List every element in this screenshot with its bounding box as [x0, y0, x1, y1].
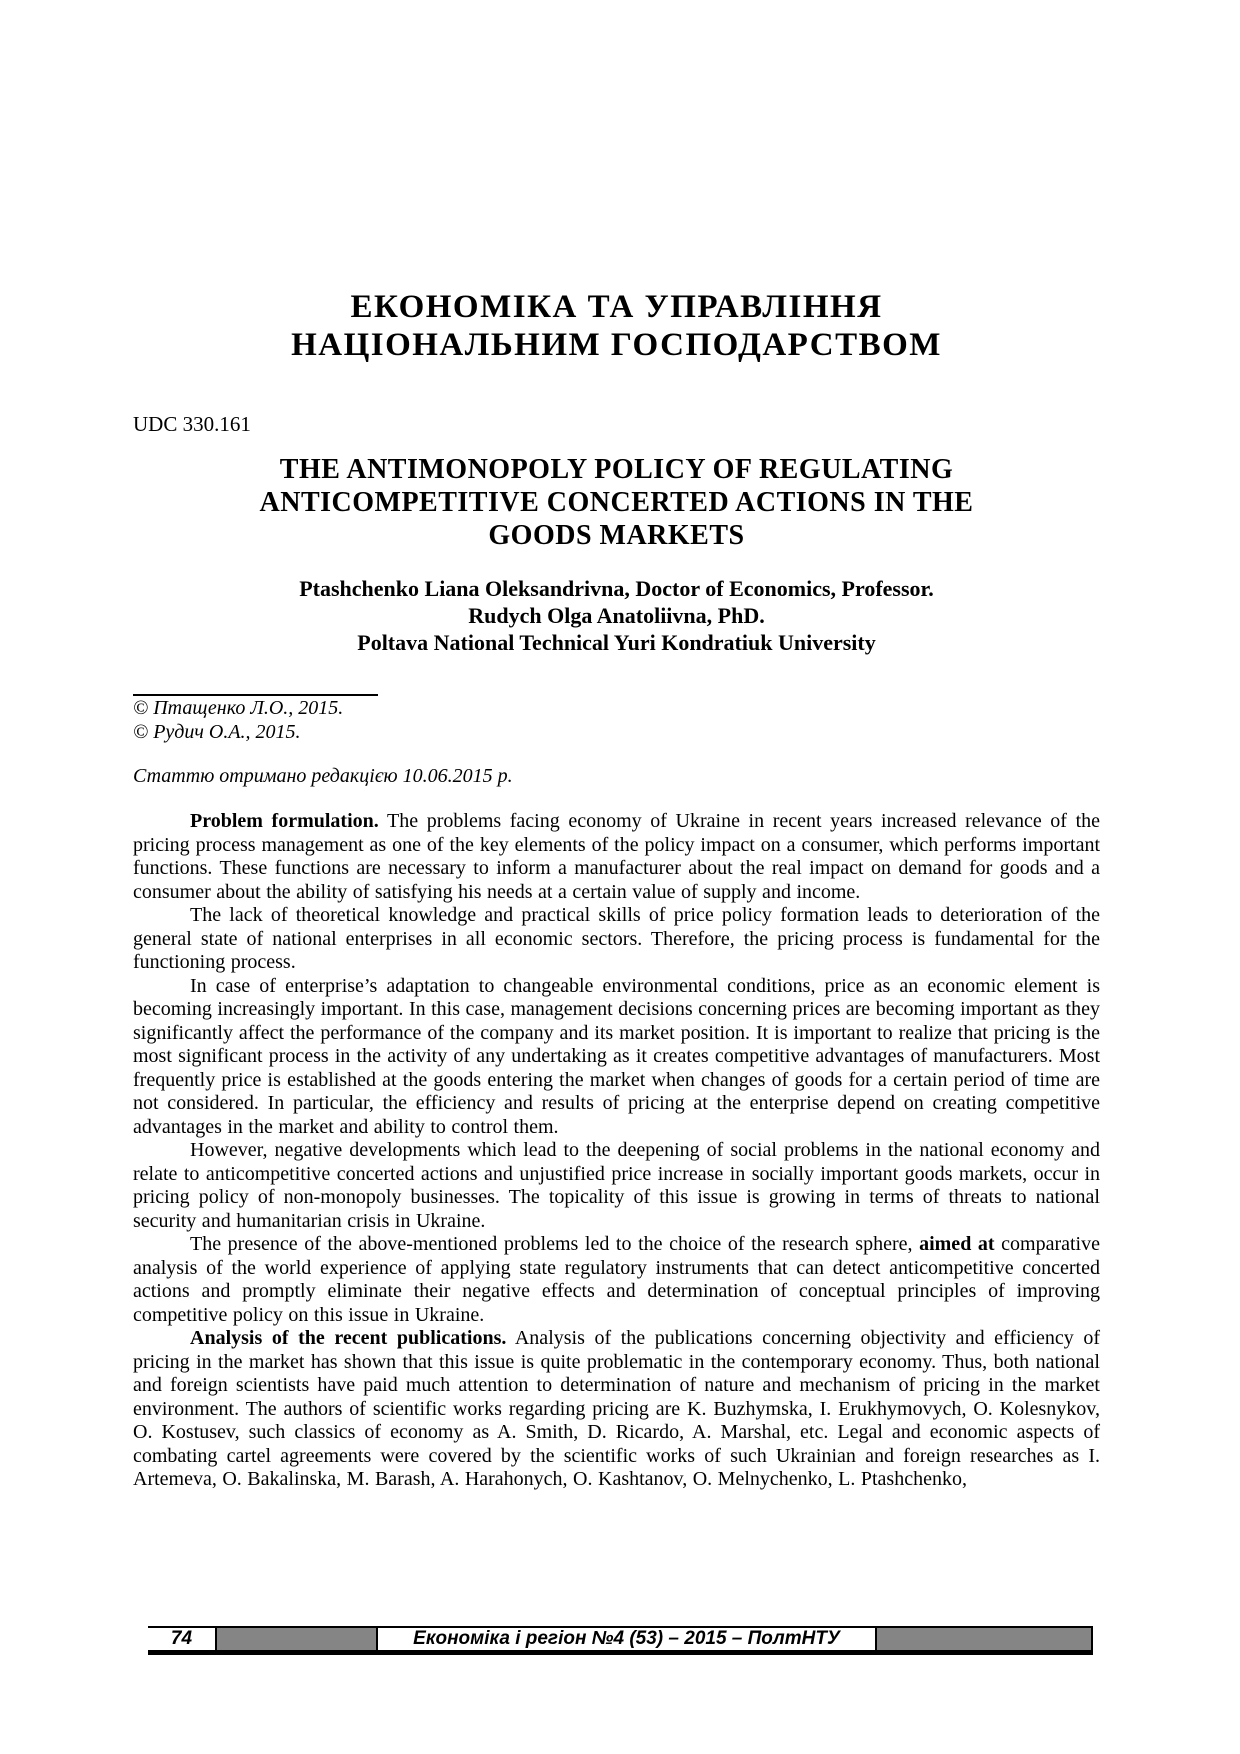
- udc-label: UDC 330.161: [133, 412, 251, 436]
- footer-gray-block-left: [215, 1628, 378, 1650]
- text-run: The problems facing economy of Ukraine in recent years increased relevance of the pricing process management as one of the key elements of the policy impact on a consumer, which performs important functions. These functions are necessary to inform a manufacturer about the real impact on demand for goods and a consumer about the ability of satisfying his needs at a certain value of supply and income.: [133, 810, 1101, 903]
- text-run: The presence of the above-mentioned problems led to the choice of the research sphere,: [190, 1233, 920, 1256]
- article-title-line: ANTICOMPETITIVE CONCERTED ACTIONS IN THE: [259, 487, 974, 518]
- paragraph: [133, 904, 1100, 975]
- author-line: Rudych Olga Anatoliivna, PhD.: [468, 603, 765, 629]
- article-body: [133, 810, 1100, 1492]
- article-title-line: GOODS MARKETS: [488, 520, 745, 551]
- journal-title-line: Економіка і регіон №4 (53) – 2015 – ПолтНТУ: [413, 1628, 840, 1649]
- copyright-block: [133, 694, 1100, 744]
- copyright-line: © Птащенко Л.О., 2015.: [133, 697, 344, 720]
- bold-run: Problem formulation.: [190, 810, 379, 833]
- section-title: [133, 288, 1100, 364]
- copyright-line: © Рудич О.А., 2015.: [133, 721, 301, 744]
- footer-gray-block-right: [875, 1628, 1093, 1650]
- affiliation-line: Poltava National Technical Yuri Kondratiuk University: [357, 630, 876, 656]
- text-run: In case of enterprise’s adaptation to changeable environmental conditions, price as an economic element is becoming increasingly important. In this case, management decisions concerning prices are becoming important as they significantly affect the performance of the company and its market position. It is important to realize that pricing is the most significant process in the activity of any undertaking as it creates competitive advantages of manufacturers. Most frequently price is established at the goods entering the market when changes of goods for a certain period of time are not considered. In particular, the efficiency and results of pricing at the enterprise depend on creating competitive advantages in the market and ability to control them.: [133, 974, 1100, 1138]
- page-content: [133, 0, 1100, 1492]
- paragraph-problem-formulation: [133, 810, 1100, 904]
- text-run: The lack of theoretical knowledge and practical skills of price policy formation leads to deterioration of the general state of national enterprises in all economic sectors. Therefore, the pricing process is fundamental for the functioning process.: [133, 904, 1100, 974]
- paragraph-analysis-publications: [133, 1327, 1100, 1492]
- paragraph: [133, 1139, 1100, 1233]
- footer-row: [148, 1628, 1093, 1650]
- section-title-line: НАЦІОНАЛЬНИМ ГОСПОДАРСТВОМ: [291, 327, 942, 363]
- page-number: 74: [170, 1628, 193, 1649]
- paragraph-research-aim: [133, 1233, 1100, 1327]
- text-run: Analysis of the publications concerning objectivity and efficiency of pricing in the market has shown that this issue is quite problematic in the contemporary economy. Thus, both national and foreign scientists have paid much attention to determination of nature and mechanism of pricing in the market environment. The authors of scientific works regarding pricing are K. Buzhymska, I. Erukhymovych, O. Kolesnykov, O. Kostusev, such classics of economy as A. Smith, D. Ricardo, A. Marshal, etc. Legal and economic aspects of combating cartel agreements were covered by the scientific works of such Ukrainian and foreign researches as I. Artemeva, O. Bakalinska, M. Barash, A. Harahonych, O. Kashtanov, O. Melnychenko, L. Ptashchenko,: [133, 1327, 1100, 1491]
- authors-block: [133, 575, 1100, 656]
- bold-run: Analysis of the recent publications.: [190, 1327, 507, 1350]
- page-footer: [148, 1626, 1093, 1655]
- received-date-line: Статтю отримано редакцією 10.06.2015 р.: [133, 765, 513, 788]
- section-title-line: ЕКОНОМІКА ТА УПРАВЛІННЯ: [350, 289, 883, 325]
- paragraph: [133, 975, 1100, 1140]
- author-line: Ptashchenko Liana Oleksandrivna, Doctor of Economics, Professor.: [299, 576, 934, 602]
- article-title-line: THE ANTIMONOPOLY POLICY OF REGULATING: [279, 454, 954, 485]
- bold-run: aimed at: [919, 1233, 995, 1256]
- text-run: comparative analysis of the world experience of applying state regulatory instruments that can detect anticompetitive concerted actions and promptly eliminate their negative effects and determination of conceptual principles of improving competitive policy on this issue in Ukraine.: [133, 1233, 1100, 1326]
- text-run: However, negative developments which lead to the deepening of social problems in the national economy and relate to anticompetitive concerted actions and unjustified price increase in socially important goods markets, occur in pricing policy of non-monopoly businesses. The topicality of this issue is growing in terms of threats to national security and humanitarian crisis in Ukraine.: [133, 1139, 1100, 1232]
- article-title: [133, 453, 1100, 552]
